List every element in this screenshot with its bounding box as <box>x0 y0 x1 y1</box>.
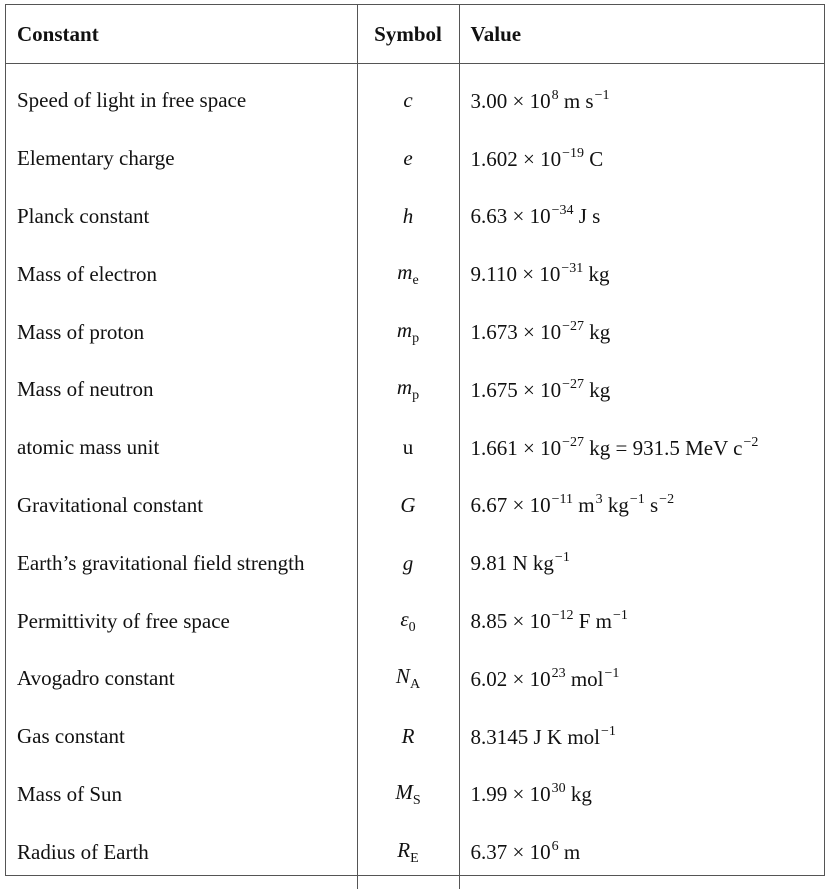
value-text: kg <box>584 378 610 402</box>
table-body <box>6 64 824 889</box>
constant-name: Speed of light in free space <box>6 64 357 130</box>
constant-name: Gas constant <box>6 708 357 766</box>
value-exponent: −1 <box>595 88 610 103</box>
value-text: 3.00 × 10 <box>471 89 551 113</box>
value-text: mol <box>566 667 604 691</box>
constant-value <box>459 477 824 535</box>
value-text: m s <box>559 89 594 113</box>
table-header <box>6 5 824 64</box>
symbol-main: R <box>402 724 415 748</box>
value-exponent: −31 <box>561 261 583 276</box>
table-row <box>6 245 824 303</box>
value-exponent: −27 <box>562 319 584 334</box>
value-text: kg <box>603 493 629 517</box>
value-exponent: −27 <box>562 377 584 392</box>
value-text: 6.63 × 10 <box>471 204 551 228</box>
header-constant: Constant <box>6 5 357 64</box>
symbol-main: M <box>395 780 413 804</box>
value-exponent: −34 <box>552 203 574 218</box>
physical-constants-table <box>6 5 824 889</box>
table-row <box>6 64 824 130</box>
constant-name: Mass of electron <box>6 245 357 303</box>
value-text: 1.673 × 10 <box>471 320 562 344</box>
constant-symbol <box>357 64 459 130</box>
table-row <box>6 303 824 361</box>
value-exponent: −27 <box>562 435 584 450</box>
constant-symbol <box>357 650 459 708</box>
symbol-subscript: p <box>412 388 419 403</box>
symbol-subscript: A <box>410 677 420 692</box>
value-text: 1.661 × 10 <box>471 436 562 460</box>
table-row <box>6 823 824 889</box>
table-row <box>6 650 824 708</box>
constants-table-frame <box>5 4 825 876</box>
symbol-main: u <box>403 435 414 459</box>
constant-symbol <box>357 534 459 592</box>
value-exponent: −19 <box>562 146 584 161</box>
value-text: 1.99 × 10 <box>471 782 551 806</box>
value-exponent: 6 <box>552 839 559 854</box>
value-text: m <box>573 493 595 517</box>
constant-value <box>459 823 824 889</box>
value-exponent: −2 <box>659 492 674 507</box>
symbol-main: ε <box>400 607 408 631</box>
constant-symbol <box>357 708 459 766</box>
constant-value <box>459 592 824 650</box>
constant-symbol <box>357 130 459 188</box>
value-text: kg = 931.5 MeV c <box>584 436 742 460</box>
header-value: Value <box>459 5 824 64</box>
value-text: 8.85 × 10 <box>471 609 551 633</box>
value-exponent: −1 <box>555 550 570 565</box>
value-exponent: 23 <box>552 666 566 681</box>
constant-value <box>459 303 824 361</box>
value-text: 8.3145 J K mol <box>471 725 601 749</box>
constant-name: Avogadro constant <box>6 650 357 708</box>
value-text: J s <box>574 204 601 228</box>
value-exponent: −2 <box>743 435 758 450</box>
constant-symbol <box>357 477 459 535</box>
value-text: 1.675 × 10 <box>471 378 562 402</box>
constant-symbol <box>357 419 459 477</box>
constant-symbol <box>357 361 459 419</box>
constant-value <box>459 130 824 188</box>
constant-name: Radius of Earth <box>6 823 357 889</box>
constant-name: Planck constant <box>6 188 357 246</box>
table-row <box>6 534 824 592</box>
value-text: F m <box>574 609 613 633</box>
value-text: kg <box>584 320 610 344</box>
value-exponent: 3 <box>596 492 603 507</box>
constant-value <box>459 361 824 419</box>
value-exponent: −11 <box>552 492 573 507</box>
symbol-main: m <box>397 260 412 284</box>
constant-name: atomic mass unit <box>6 419 357 477</box>
constant-symbol <box>357 303 459 361</box>
header-row <box>6 5 824 64</box>
value-text: C <box>584 147 603 171</box>
constant-name: Mass of proton <box>6 303 357 361</box>
value-exponent: −1 <box>601 724 616 739</box>
value-exponent: −12 <box>552 608 574 623</box>
constant-value <box>459 650 824 708</box>
symbol-subscript: E <box>410 851 419 866</box>
constant-name: Mass of neutron <box>6 361 357 419</box>
value-exponent: −1 <box>605 666 620 681</box>
symbol-subscript: e <box>412 273 418 288</box>
symbol-main: g <box>403 551 414 575</box>
value-text: kg <box>583 262 609 286</box>
constant-value <box>459 766 824 824</box>
table-row <box>6 592 824 650</box>
table-row <box>6 766 824 824</box>
symbol-subscript: S <box>413 793 421 808</box>
symbol-main: m <box>397 318 412 342</box>
symbol-main: c <box>403 88 412 112</box>
value-text: 6.02 × 10 <box>471 667 551 691</box>
constant-symbol <box>357 766 459 824</box>
table-row <box>6 708 824 766</box>
symbol-main: R <box>397 838 410 862</box>
value-text: 9.110 × 10 <box>471 262 561 286</box>
constant-value <box>459 245 824 303</box>
value-text: 6.37 × 10 <box>471 840 551 864</box>
symbol-main: m <box>397 375 412 399</box>
value-text: m <box>559 840 581 864</box>
value-exponent: −1 <box>613 608 628 623</box>
constant-value <box>459 419 824 477</box>
symbol-main: h <box>403 204 414 228</box>
constant-symbol <box>357 592 459 650</box>
constant-name: Gravitational constant <box>6 477 357 535</box>
value-exponent: −1 <box>630 492 645 507</box>
constant-name: Elementary charge <box>6 130 357 188</box>
table-row <box>6 130 824 188</box>
value-exponent: 30 <box>552 781 566 796</box>
constant-value <box>459 534 824 592</box>
header-symbol: Symbol <box>357 5 459 64</box>
table-row <box>6 188 824 246</box>
symbol-main: G <box>400 493 415 517</box>
constant-value <box>459 708 824 766</box>
value-text: 6.67 × 10 <box>471 493 551 517</box>
table-row <box>6 361 824 419</box>
value-text: kg <box>566 782 592 806</box>
value-text: s <box>645 493 658 517</box>
constant-name: Mass of Sun <box>6 766 357 824</box>
value-text: 9.81 N kg <box>471 551 554 575</box>
constant-name: Permittivity of free space <box>6 592 357 650</box>
constant-symbol <box>357 245 459 303</box>
symbol-subscript: p <box>412 331 419 346</box>
constant-symbol <box>357 823 459 889</box>
constant-value <box>459 188 824 246</box>
symbol-main: N <box>396 664 410 688</box>
value-exponent: 8 <box>552 88 559 103</box>
constant-name: Earth’s gravitational field strength <box>6 534 357 592</box>
table-row <box>6 419 824 477</box>
symbol-subscript: 0 <box>409 620 416 635</box>
constant-value <box>459 64 824 130</box>
value-text: 1.602 × 10 <box>471 147 562 171</box>
table-row <box>6 477 824 535</box>
constant-symbol <box>357 188 459 246</box>
symbol-main: e <box>403 146 412 170</box>
